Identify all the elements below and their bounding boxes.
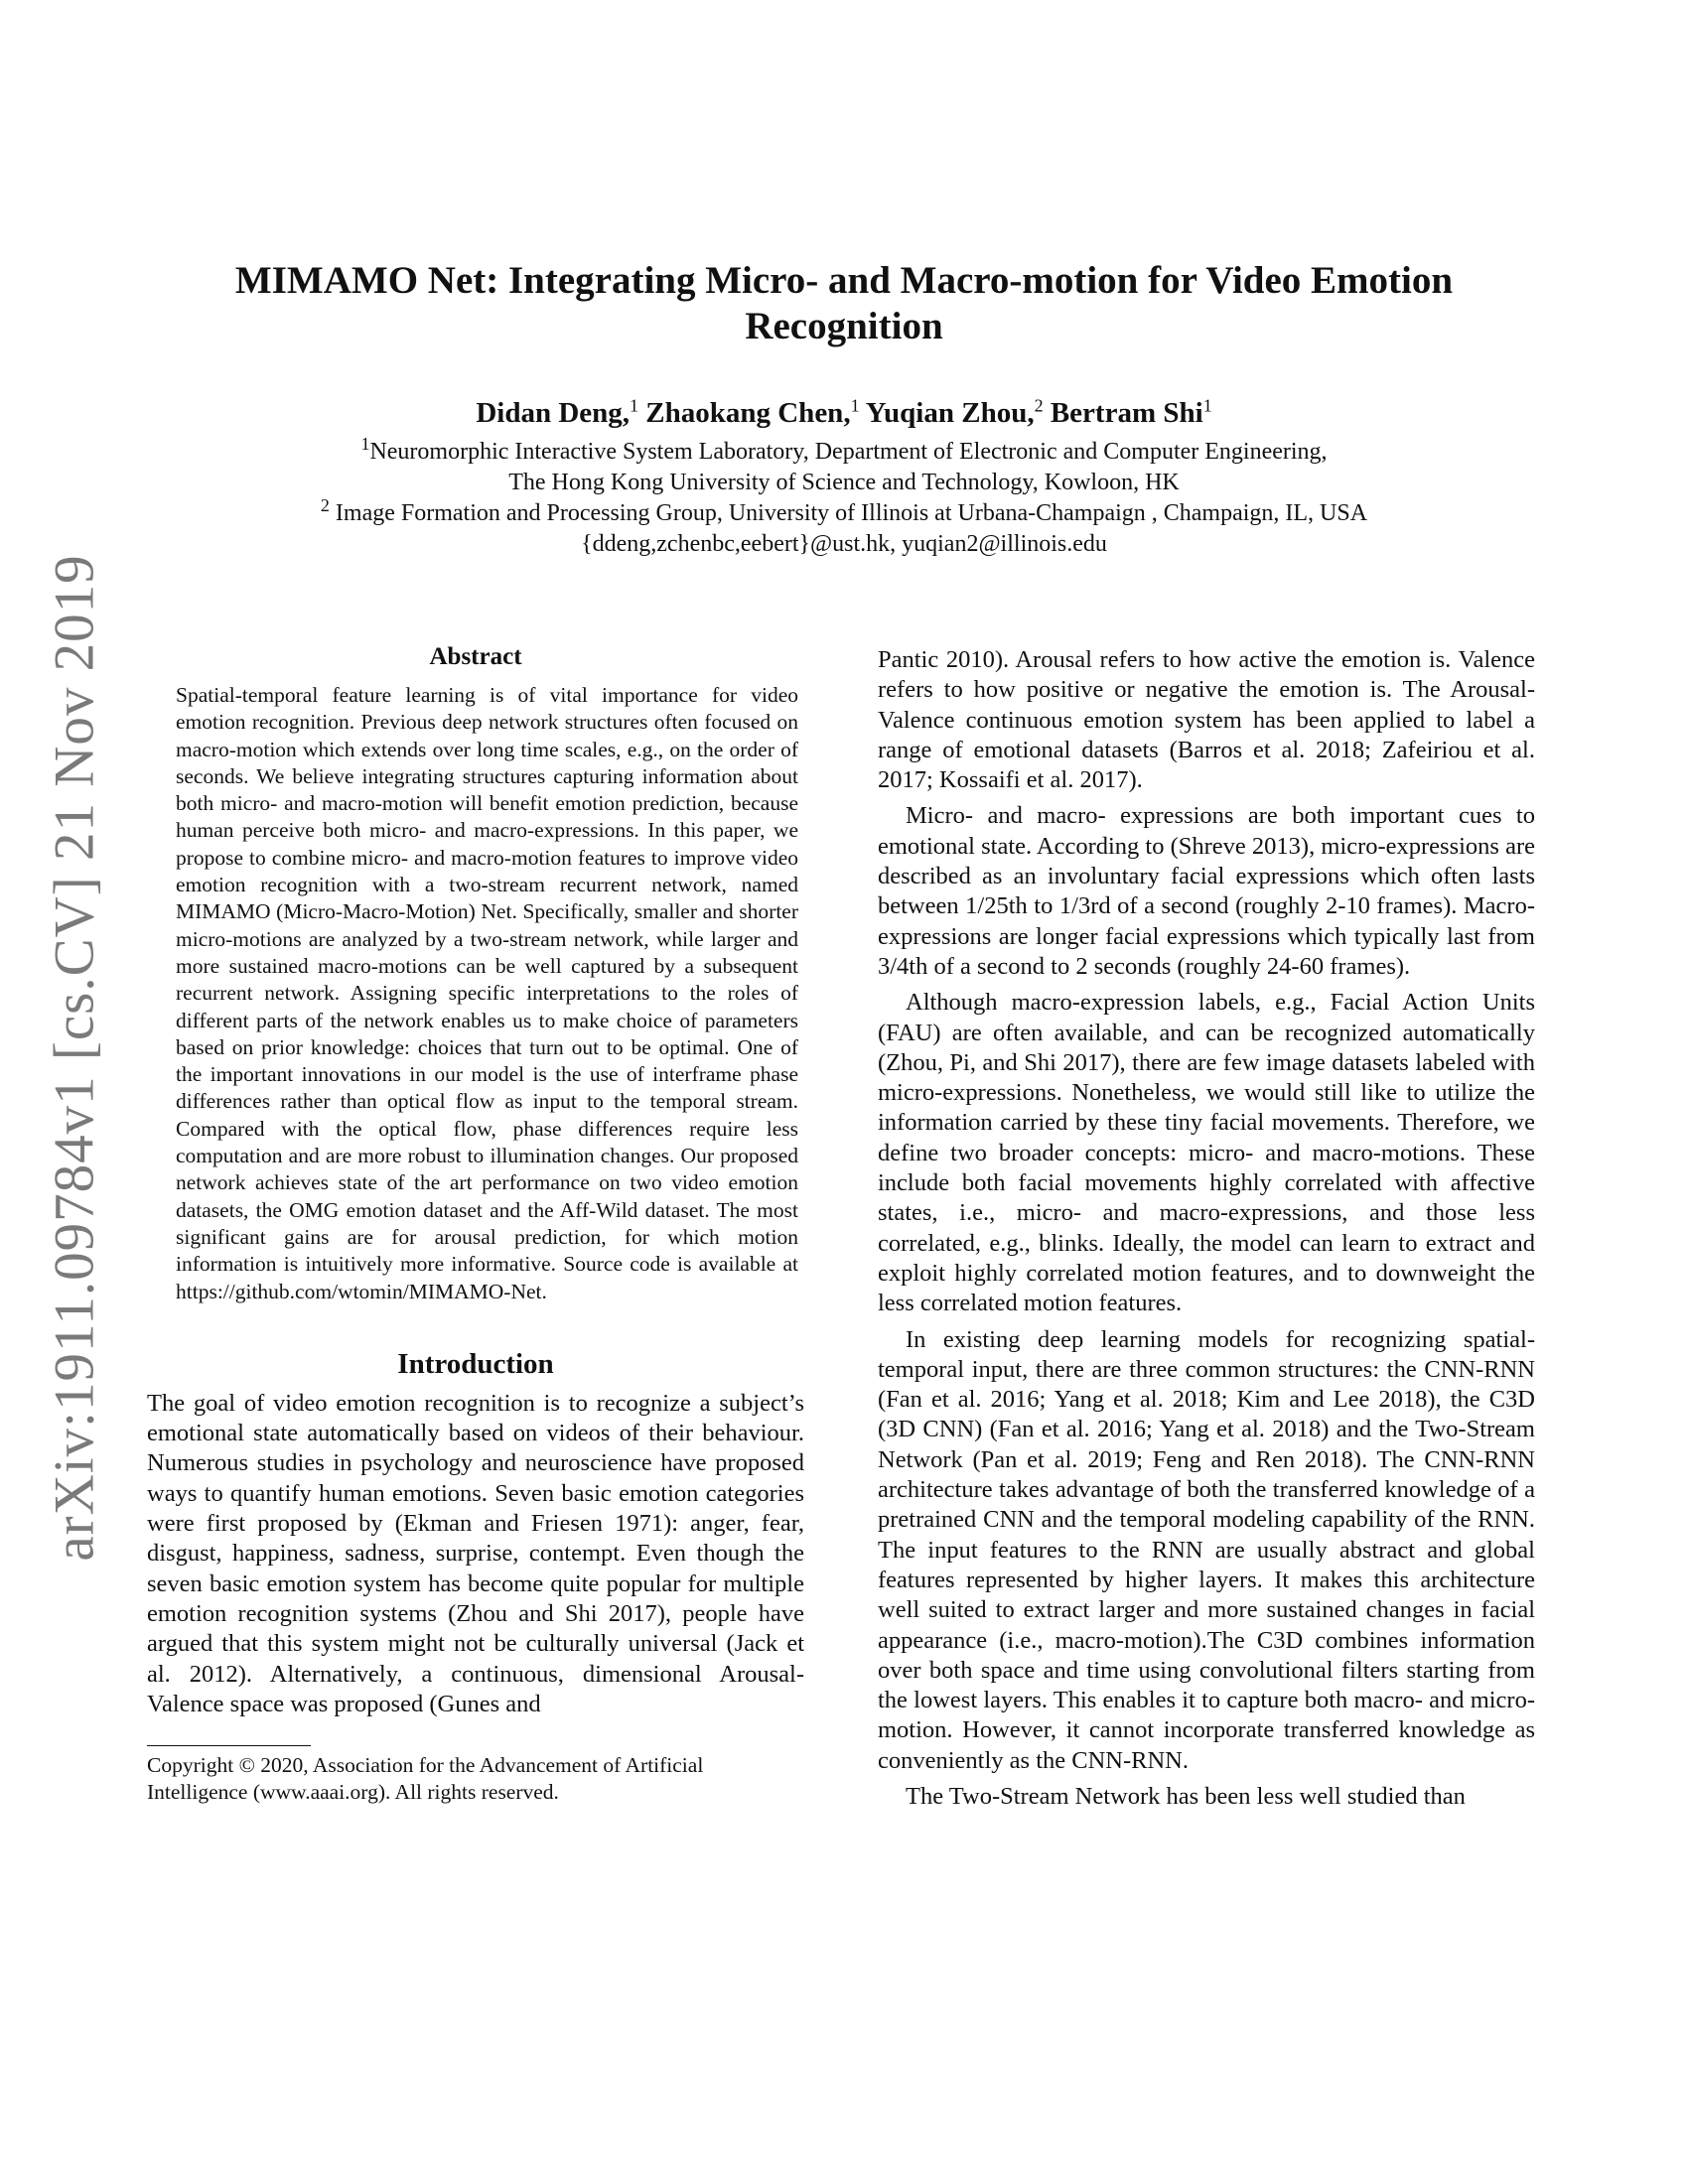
- affiliations: [149, 434, 1539, 560]
- affiliation-mark: 1: [360, 434, 370, 454]
- introduction-paragraph-4: In existing deep learning models for recognizing spatial-temporal input, there are three common structures: the CNN-RNN (Fan et al. 2016; Yang et al. 2018; Kim and Lee 2018), the C3D (3D CNN) (Fan et al. 2016; Yang et al. 2018) and the Two-Stream Network (Pan et al. 2019; Feng and Ren 2018). The CNN-RNN architecture takes advantage of both the transferred knowledge of a pretrained CNN and the temporal modeling capability of the RNN. The input features to the RNN are usually abstract and global features represented by higher layers. It makes this architecture well suited to extract larger and more sustained changes in facial appearance (i.e., macro-motion).The C3D combines information over both space and time using convolutional filters starting from the lowest layers. This enables it to capture both macro- and micro-motion. However, it cannot incorporate transferred knowledge as conveniently as the CNN-RNN.: [878, 1325, 1535, 1774]
- affiliation-mark: 2: [320, 495, 330, 515]
- author-emails: {ddeng,zchenbc,eebert}@ust.hk, yuqian2@illinois.edu: [581, 531, 1107, 557]
- introduction-paragraph-continued: Pantic 2010). Arousal refers to how active the emotion is. Valence refers to how positive or negative the emotion is. The Arousal-Valence continuous emotion system has been applied to label a range of emotional datasets (Barros et al. 2018; Zafeiriou et al. 2017; Kossaifi et al. 2017).: [878, 646, 1535, 794]
- abstract-text: Spatial-temporal feature learning is of vital importance for video emotion recognition. Previous deep network structures often focused on macro-motion which extends over long time scales, e.g., on the order of seconds. We believe integrating structures capturing information about both micro- and macro-motion will benefit emotion prediction, because human perceive both micro- and macro-expressions. In this paper, we propose to combine micro- and macro-motion features to improve video emotion recognition with a two-stream recurrent network, named MIMAMO (Micro-Macro-Motion) Net. Specifically, smaller and shorter micro-motions are analyzed by a two-stream network, while larger and more sustained macro-motions can be well captured by a subsequent recurrent network. Assigning specific interpretations to the roles of different parts of the network enables us to make choice of parameters based on prior knowledge: choices that turn out to be optimal. One of the important innovations in our model is the use of interframe phase differences rather than optical flow as input to the temporal stream. Compared with the optical flow, phase differences require less computation and are more robust to illumination changes. Our proposed network achieves state of the art performance on two video emotion datasets, the OMG emotion dataset and the Aff-Wild dataset. The most significant gains are for arousal prediction, for which motion information is intuitively more informative. Source code is available at https://github.com/wtomin/MIMAMO-Net.: [176, 683, 798, 1303]
- author: Didan Deng,: [476, 397, 631, 429]
- left-column: [147, 640, 804, 1806]
- author: Bertram Shi: [1050, 397, 1203, 429]
- author-affiliation-mark: 1: [1202, 395, 1212, 416]
- introduction-paragraph-3: Although macro-expression labels, e.g., Facial Action Units (FAU) are often available, and can be recognized automatically (Zhou, Pi, and Shi 2017), there are few image datasets labeled with micro-expressions. Nonetheless, we would still like to utilize the information carried by these tiny facial movements. Therefore, we define two broader concepts: micro- and macro-motions. These include both facial movements highly correlated with affective states, i.e., micro- and macro-expressions, and those less correlated, e.g., blinks. Ideally, the model can learn to extract and exploit highly correlated motion features, and to downweight the less correlated motion features.: [878, 989, 1535, 1317]
- author-list: [149, 395, 1539, 431]
- introduction-paragraph-1: The goal of video emotion recognition is to recognize a subject’s emotional state automatically based on videos of their behaviour. Numerous studies in psychology and neuroscience have proposed ways to quantify human emotions. Seven basic emotion categories were first proposed by (Ekman and Friesen 1971): anger, fear, disgust, happiness, sadness, surprise, contempt. Even though the seven basic emotion system has become quite popular for multiple emotion recognition systems (Zhou and Shi 2017), people have argued that this system might not be culturally universal (Jack et al. 2012). Alternatively, a continuous, dimensional Arousal-Valence space was proposed (Gunes and: [147, 1389, 804, 1717]
- arxiv-identifier: arXiv:1911.09784v1 [cs.CV] 21 Nov 2019: [43, 553, 106, 1562]
- abstract-heading: Abstract: [429, 643, 522, 670]
- introduction-heading: Introduction: [397, 1347, 554, 1380]
- affiliation-1-line-1: Neuromorphic Interactive System Laboratory, Department of Electronic and Computer Engineering,: [369, 439, 1328, 465]
- affiliation-1-line-2: The Hong Kong University of Science and Technology, Kowloon, HK: [508, 470, 1180, 495]
- author-affiliation-mark: 2: [1034, 395, 1044, 416]
- footnote-divider: [147, 1745, 311, 1746]
- author: Yuqian Zhou,: [865, 397, 1035, 429]
- right-column: [878, 645, 1535, 1812]
- copyright-footnote: Copyright © 2020, Association for the Advancement of Artificial Intelligence (www.aaai.org). All rights reserved.: [147, 1753, 704, 1805]
- author-affiliation-mark: 1: [850, 395, 860, 416]
- author-affiliation-mark: 1: [630, 395, 639, 416]
- introduction-paragraph-5: The Two-Stream Network has been less well studied than: [906, 1782, 1466, 1810]
- introduction-paragraph-2: Micro- and macro- expressions are both important cues to emotional state. According to (Shreve 2013), micro-expressions are described as an involuntary facial expressions which often lasts between 1/25th to 1/3rd of a second (roughly 2-10 frames). Macro-expressions are longer facial expressions which typically last from 3/4th of a second to 2 seconds (roughly 24-60 frames).: [878, 802, 1535, 980]
- arxiv-identifier-stamp: [30, 553, 119, 1562]
- affiliation-1: [149, 434, 1539, 468]
- author: Zhaokang Chen,: [645, 397, 851, 429]
- affiliation-2: [149, 495, 1539, 529]
- affiliation-2-line: Image Formation and Processing Group, University of Illinois at Urbana-Champaign , Champaign, IL, USA: [329, 500, 1368, 526]
- paper-title: MIMAMO Net: Integrating Micro- and Macro-motion for Video Emotion Recognition: [234, 259, 1454, 347]
